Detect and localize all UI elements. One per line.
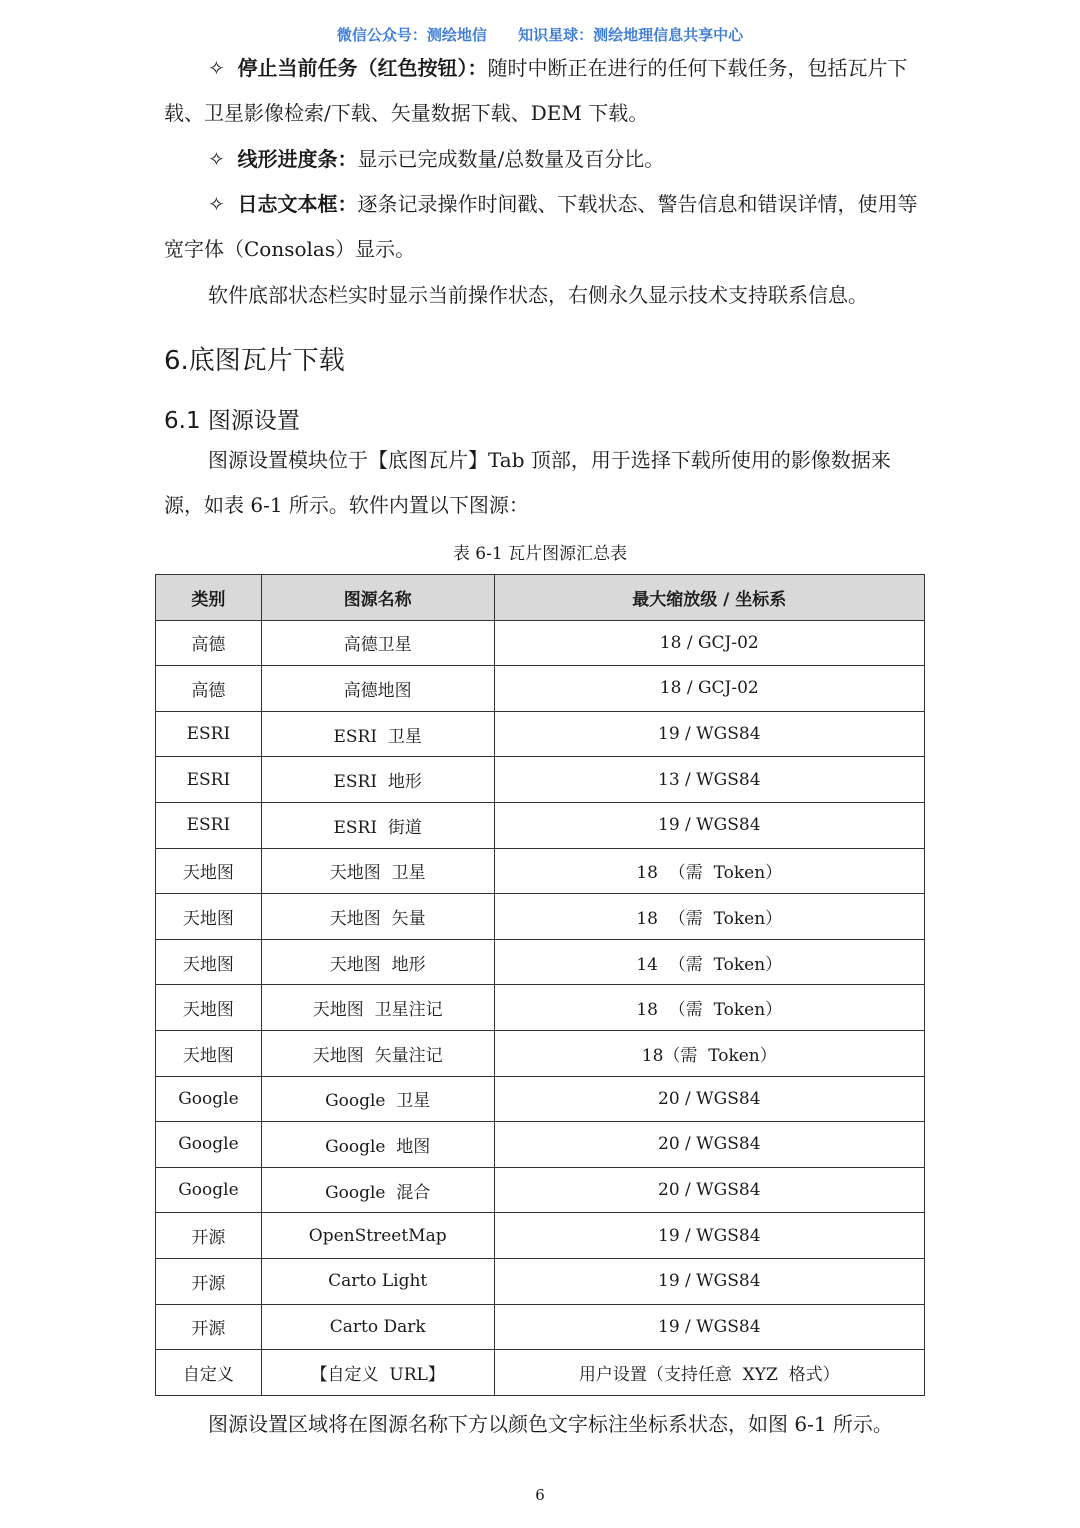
cell-zoom-crs: 19 / WGS84 [494,1258,924,1304]
cell-source-name: 天地图 卫星注记 [261,985,494,1031]
cell-source-name: Google 混合 [261,1167,494,1213]
table-row [156,985,925,1031]
cell-source-name: Carto Dark [261,1304,494,1350]
cell-category: 高德 [156,666,262,712]
cell-zoom-crs: 18 （需 Token） [494,894,924,940]
table-row [156,711,925,757]
cell-category: 天地图 [156,848,262,894]
cell-zoom-crs: 20 / WGS84 [494,1167,924,1213]
header-zoom-crs: 最大缩放级 / 坐标系 [494,575,924,621]
table-row [156,1304,925,1350]
cell-zoom-crs: 19 / WGS84 [494,1304,924,1350]
cell-zoom-crs: 19 / WGS84 [494,802,924,848]
cell-zoom-crs: 用户设置（支持任意 XYZ 格式） [494,1350,924,1396]
cell-source-name: Google 卫星 [261,1076,494,1122]
bullet-term: 线形进度条： [237,147,358,171]
cell-category: Google [156,1076,262,1122]
cell-category: Google [156,1122,262,1168]
cell-zoom-crs: 18 / GCJ-02 [494,620,924,666]
table-row [156,666,925,712]
cell-source-name: Carto Light [261,1258,494,1304]
table-row [156,1213,925,1259]
diamond-bullet-icon: ✧ [208,56,225,80]
cell-zoom-crs: 13 / WGS84 [494,757,924,803]
bullet-log-box [164,182,924,272]
table-row [156,1258,925,1304]
table-row [156,848,925,894]
cell-source-name: 【自定义 URL】 [261,1350,494,1396]
header-source-name: 图源名称 [261,575,494,621]
bullet-progress-bar [164,137,924,182]
table-row [156,1122,925,1168]
cell-category: Google [156,1167,262,1213]
cell-zoom-crs: 18 / GCJ-02 [494,666,924,712]
cell-category: 自定义 [156,1350,262,1396]
cell-category: ESRI [156,757,262,803]
table-row [156,620,925,666]
bullet-term: 日志文本框： [237,192,358,216]
header-category: 类别 [156,575,262,621]
diamond-bullet-icon: ✧ [208,147,225,171]
cell-source-name: 天地图 卫星 [261,848,494,894]
cell-source-name: 高德地图 [261,666,494,712]
cell-category: 天地图 [156,985,262,1031]
cell-zoom-crs: 18（需 Token） [494,1030,924,1076]
cell-source-name: 高德卫星 [261,620,494,666]
table-caption: 表 6-1 瓦片图源汇总表 [452,544,628,564]
cell-category: 开源 [156,1213,262,1259]
tile-source-table [155,574,925,1396]
cell-source-name: ESRI 街道 [261,802,494,848]
page-number: 6 [535,1486,545,1504]
cell-source-name: OpenStreetMap [261,1213,494,1259]
table-row [156,757,925,803]
bullet-text: 显示已完成数量/总数量及百分比。 [357,147,665,171]
cell-source-name: 天地图 地形 [261,939,494,985]
table-row [156,1076,925,1122]
cell-category: ESRI [156,802,262,848]
cell-source-name: ESRI 地形 [261,757,494,803]
diamond-bullet-icon: ✧ [208,192,225,216]
intro-paragraph: 图源设置模块位于【底图瓦片】Tab 顶部，用于选择下载所使用的影像数据来源，如表 6-1 所示。软件内置以下图源： [164,448,891,517]
table-row [156,939,925,985]
page-header: 微信公众号：测绘地信 知识星球：测绘地理信息共享中心 [336,26,744,44]
section-title: 6.底图瓦片下载 [164,346,345,376]
status-bar-paragraph: 软件底部状态栏实时显示当前操作状态，右侧永久显示技术支持联系信息。 [208,283,868,307]
bullet-stop-task [164,46,924,136]
cell-source-name: 天地图 矢量注记 [261,1030,494,1076]
cell-category: 高德 [156,620,262,666]
bullet-text: 随时中断正在进行的任何下载任务，包括瓦片下载、卫星影像检索/下载、矢量数据下载、DEM 下载。 [164,56,908,125]
cell-source-name: Google 地图 [261,1122,494,1168]
cell-category: 天地图 [156,894,262,940]
cell-zoom-crs: 20 / WGS84 [494,1122,924,1168]
cell-category: ESRI [156,711,262,757]
table-header-row [156,575,925,621]
bullet-term: 停止当前任务（红色按钮）： [237,56,488,80]
cell-zoom-crs: 19 / WGS84 [494,711,924,757]
cell-category: 天地图 [156,939,262,985]
cell-zoom-crs: 19 / WGS84 [494,1213,924,1259]
bullet-text: 逐条记录操作时间戳、下载状态、警告信息和错误详情，使用等宽字体（Consolas）显示。 [164,192,918,261]
cell-source-name: ESRI 卫星 [261,711,494,757]
table-row [156,1030,925,1076]
closing-paragraph: 图源设置区域将在图源名称下方以颜色文字标注坐标系状态，如图 6-1 所示。 [208,1412,893,1436]
table-row [156,802,925,848]
cell-zoom-crs: 18 （需 Token） [494,985,924,1031]
cell-zoom-crs: 18 （需 Token） [494,848,924,894]
cell-source-name: 天地图 矢量 [261,894,494,940]
cell-zoom-crs: 20 / WGS84 [494,1076,924,1122]
table-row [156,894,925,940]
cell-zoom-crs: 14 （需 Token） [494,939,924,985]
subsection-title: 6.1 图源设置 [164,408,300,434]
cell-category: 开源 [156,1304,262,1350]
cell-category: 天地图 [156,1030,262,1076]
table-row [156,1167,925,1213]
cell-category: 开源 [156,1258,262,1304]
table-row [156,1350,925,1396]
